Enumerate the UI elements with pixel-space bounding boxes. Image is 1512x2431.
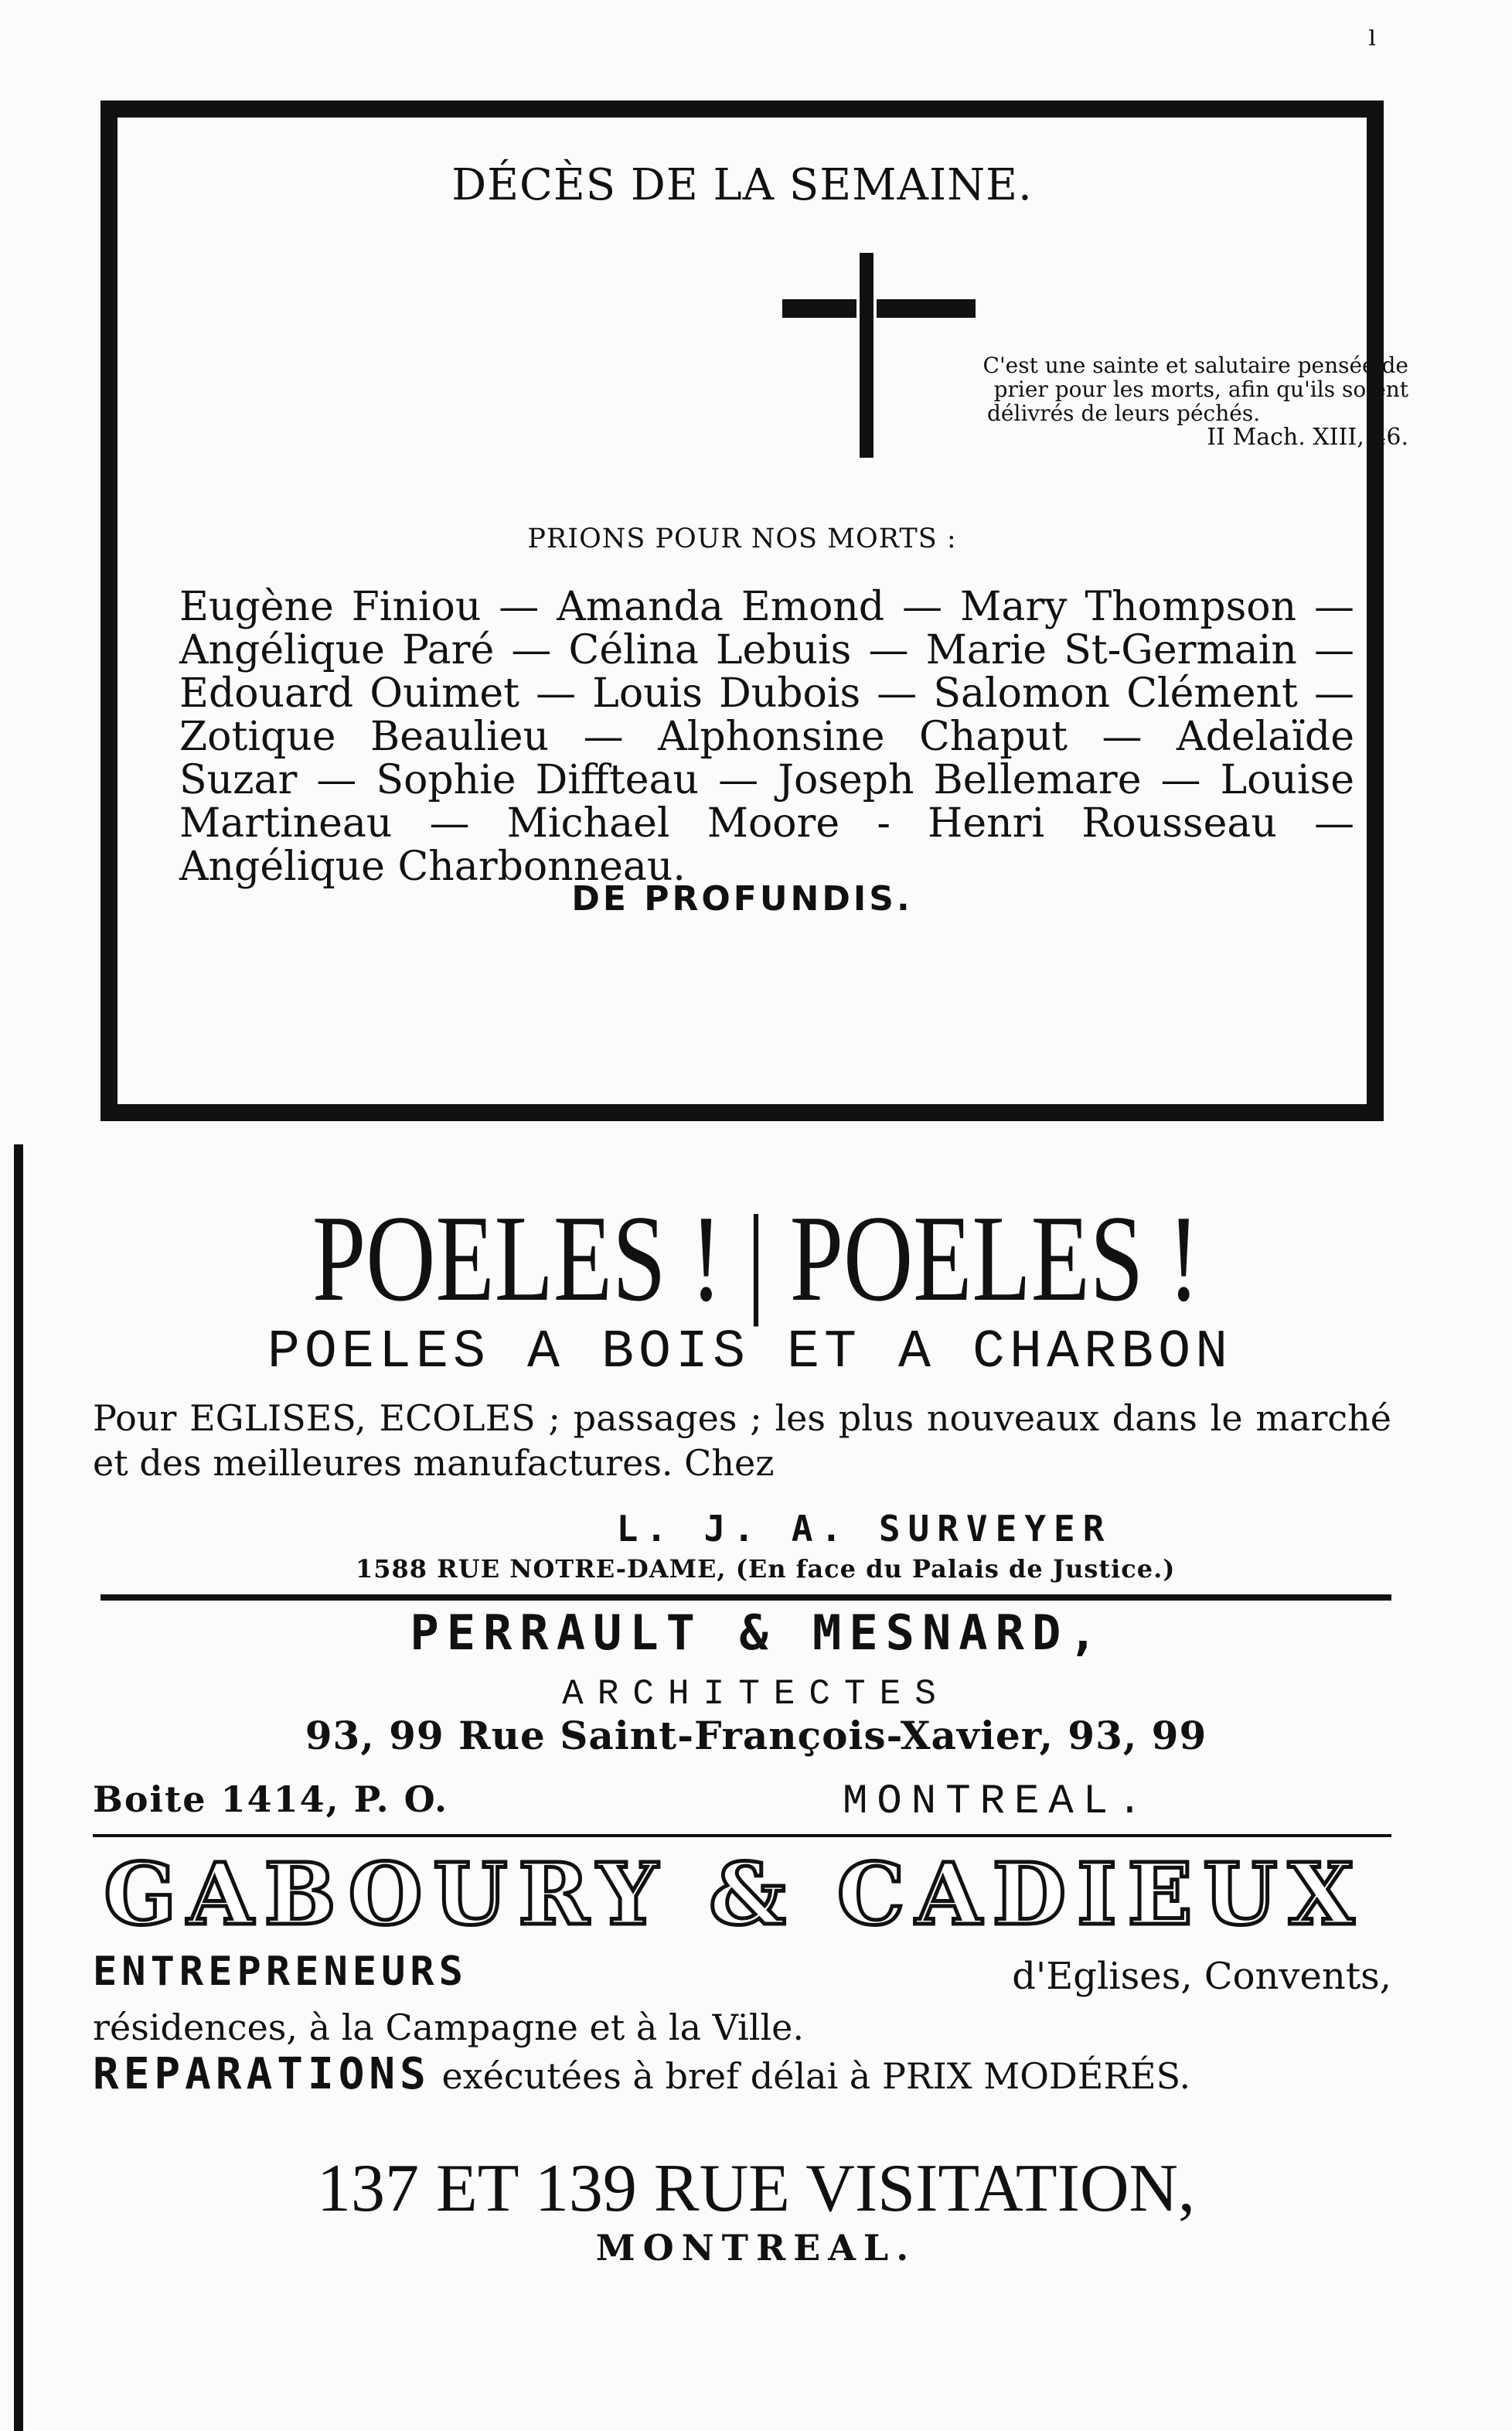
poeles-text: Pour EGLISES, ECOLES ; passages ; les plus nouveaux dans le marché et des meilleures manufactures. Chez xyxy=(93,1397,1391,1484)
poeles-headline: POELES ! | POELES ! xyxy=(312,1189,1200,1327)
poeles-subheadline: POELES A BOIS ET A CHARBON xyxy=(267,1322,1233,1383)
gaboury-entrepreneurs: ENTREPRENEURS xyxy=(93,1949,468,1995)
perrault-city: MONTREAL. xyxy=(843,1778,1152,1826)
quote-line: C'est une sainte et salutaire pensée de xyxy=(982,353,1408,378)
gaboury-line3-rest: exécutées à bref délai à PRIX MODÉRÉS. xyxy=(441,2055,1191,2097)
perrault-name: PERRAULT & MESNARD, xyxy=(410,1604,1105,1661)
obituary-heading: PRIONS POUR NOS MORTS : xyxy=(527,523,957,554)
quote-reference: II Mach. XIII, 46. xyxy=(1207,424,1408,451)
scripture-quote xyxy=(976,353,1408,449)
page-mark: ˡ xyxy=(1368,23,1377,66)
gaboury-reparations: REPARATIONS xyxy=(93,2049,431,2099)
gaboury-address: 137 ET 139 RUE VISITATION, xyxy=(316,2151,1196,2226)
gaboury-line1 xyxy=(93,1949,1391,1998)
merchant-address: 1588 RUE NOTRE-DAME, (En face du Palais de Justice.) xyxy=(356,1554,1176,1584)
quote-line: délivrés de leurs péchés. xyxy=(987,401,1261,426)
perrault-address: 93, 99 Rue Saint-François-Xavier, 93, 99 xyxy=(305,1713,1207,1758)
obituary-closing: DE PROFUNDIS. xyxy=(571,879,913,919)
gaboury-line1-rest: d'Eglises, Convents, xyxy=(1012,1955,1391,1998)
merchant-name: L. J. A. SURVEYER xyxy=(616,1508,1112,1550)
gaboury-name: GABOURY & CADIEUX xyxy=(104,1844,1365,1944)
obituary-names: Eugène Finiou — Amanda Emond — Mary Thompson — Angélique Paré — Célina Lebuis — Marie St-Germain — Edouard Ouimet — Louis Dubois — Salomon Clément — Zotique Beaulieu — Alphonsine Chaput — Adelaïde Suzar — Sophie Diffteau — Joseph Bellemare — Louise Martineau — Michael Moore - Henri Rousseau — Angélique Charbonneau. xyxy=(179,584,1354,890)
divider xyxy=(93,1834,1391,1837)
obituary-title: DÉCÈS DE LA SEMAINE. xyxy=(451,160,1033,210)
gaboury-city: MONTREAL. xyxy=(595,2227,917,2269)
gaboury-line2: résidences, à la Campagne et à la Ville. xyxy=(93,2007,805,2048)
divider xyxy=(100,1594,1391,1601)
perrault-profession: ARCHITECTES xyxy=(562,1674,950,1714)
cross-icon xyxy=(860,253,873,458)
perrault-box: Boite 1414, P. O. xyxy=(93,1778,449,1820)
gaboury-line3 xyxy=(93,2049,1391,2099)
obituary-box xyxy=(100,101,1408,1121)
cross-icon-bar xyxy=(782,299,976,318)
quote-line: prier pour les morts, afin qu'ils soient xyxy=(993,377,1408,402)
